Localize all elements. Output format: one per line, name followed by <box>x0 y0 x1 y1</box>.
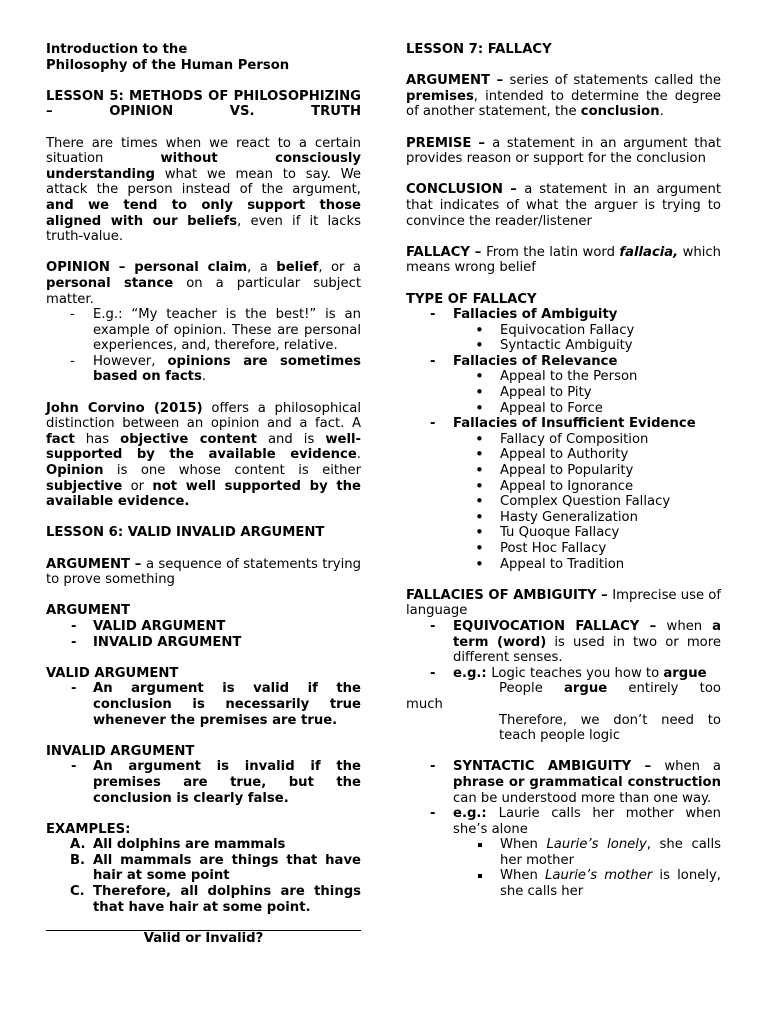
list-item: When Laurie’s lonely, she calls her mother <box>406 837 721 868</box>
example-line: People argue entirely too <box>499 681 721 697</box>
examples-heading: EXAMPLES: <box>46 821 131 837</box>
list-item: - INVALID ARGUMENT <box>46 635 361 651</box>
opinion-example: - E.g.: “My teacher is the best!” is an example of opinion. These are personal experiences, and, therefore, relative. <box>46 307 361 354</box>
example-item: B. All mammals are things that have hair at some point <box>70 852 361 884</box>
list-item: • Appeal to Force <box>406 401 721 417</box>
corvino-paragraph: John Corvino (2015) offers a philosophical distinction between an opinion and a fact. A fact has objective content and is well-supported by the available evidence. Opinion is one whose content is either subjective or not well supported by the available evidence. <box>46 400 361 510</box>
list-item: • Appeal to Tradition <box>406 557 721 573</box>
equivocation-definition: - EQUIVOCATION FALLACY – when a term (word) is used in two or more different senses. <box>406 619 721 666</box>
valid-definition: - An argument is valid if the conclusion is necessarily true whenever the premises are true. <box>46 681 361 728</box>
list-item: - VALID ARGUMENT <box>46 619 361 635</box>
list-item: • Complex Question Fallacy <box>406 494 721 510</box>
example-item: A. All dolphins are mammals <box>70 837 286 853</box>
opinion-definition: OPINION – personal claim, a belief, or a personal stance on a particular subject matter. <box>46 260 362 307</box>
list-item: • Appeal to Authority <box>406 447 721 463</box>
list-item: When Laurie’s mother is lonely, she calls her <box>406 868 721 899</box>
example-item: C. Therefore, all dolphins are things that have hair at some point. <box>70 884 361 915</box>
list-item: • Post Hoc Fallacy <box>406 541 721 557</box>
example-line: much <box>406 696 443 712</box>
list-item: • Hasty Generalization <box>406 510 721 526</box>
lesson5-title: LESSON 5: METHODS OF PHILOSOPHIZING – OPINION VS. TRUTH <box>46 88 361 120</box>
example-line: Therefore, we don’t need to teach people logic <box>499 712 721 744</box>
valid-or-invalid-prompt: Valid or Invalid? <box>143 931 264 947</box>
list-item: • Fallacy of Composition <box>406 432 721 448</box>
valid-heading: VALID ARGUMENT <box>46 665 179 681</box>
types-heading: TYPE OF FALLACY <box>406 291 537 307</box>
intro-paragraph: There are times when we react to a certain situation without consciously understanding what we mean to say. We attack the person instead of the argument, and we tend to only support those aligned with our beliefs, even if it lacks truth-value. <box>46 135 361 245</box>
syntactic-definition: - SYNTACTIC AMBIGUITY – when a phrase or grammatical construction can be understood more than one way. <box>406 759 721 806</box>
lesson7-title: LESSON 7: FALLACY <box>406 42 552 57</box>
invalid-definition: - An argument is invalid if the premises are true, but the conclusion is clearly false. <box>46 759 361 806</box>
argument-definition: ARGUMENT – a sequence of statements trying to prove something <box>46 556 361 588</box>
list-item: • Appeal to Ignorance <box>406 479 721 495</box>
fallacy-group: - Fallacies of Ambiguity <box>406 307 721 323</box>
conclusion-definition: CONCLUSION – a statement in an argument that indicates of what the arguer is trying to convince the reader/listener <box>406 182 721 229</box>
syntactic-example: - e.g.: Laurie calls her mother when she’s alone <box>406 806 721 837</box>
lesson6-title: LESSON 6: VALID INVALID ARGUMENT <box>46 525 325 541</box>
list-item: • Appeal to the Person <box>406 369 721 385</box>
invalid-heading: INVALID ARGUMENT <box>46 743 195 759</box>
list-item: • Appeal to Popularity <box>406 463 721 479</box>
left-column <box>46 42 361 947</box>
fallacy-group: - Fallacies of Relevance <box>406 354 721 370</box>
course-title: Introduction to the Philosophy of the Human Person <box>46 42 290 73</box>
fallacy-definition: FALLACY – From the latin word fallacia, which means wrong belief <box>406 244 722 276</box>
fallacy-group: - Fallacies of Insufficient Evidence <box>406 416 721 432</box>
opinion-note: - However, opinions are sometimes based on facts. <box>46 354 361 385</box>
ambiguity-definition: FALLACIES OF AMBIGUITY – Imprecise use of language <box>406 587 721 619</box>
list-item: • Syntactic Ambiguity <box>406 338 721 354</box>
list-item: • Tu Quoque Fallacy <box>406 525 721 541</box>
list-item: • Appeal to Pity <box>406 385 721 401</box>
premise-definition: PREMISE – a statement in an argument that provides reason or support for the conclusion <box>406 135 722 167</box>
argument-definition: ARGUMENT – series of statements called the premises, intended to determine the degree of another statement, the conclusion. <box>406 73 721 120</box>
equivocation-example: - e.g.: Logic teaches you how to argue <box>406 666 721 682</box>
argument-heading: ARGUMENT <box>46 603 131 619</box>
right-column <box>406 42 721 900</box>
list-item: • Equivocation Fallacy <box>406 323 721 339</box>
